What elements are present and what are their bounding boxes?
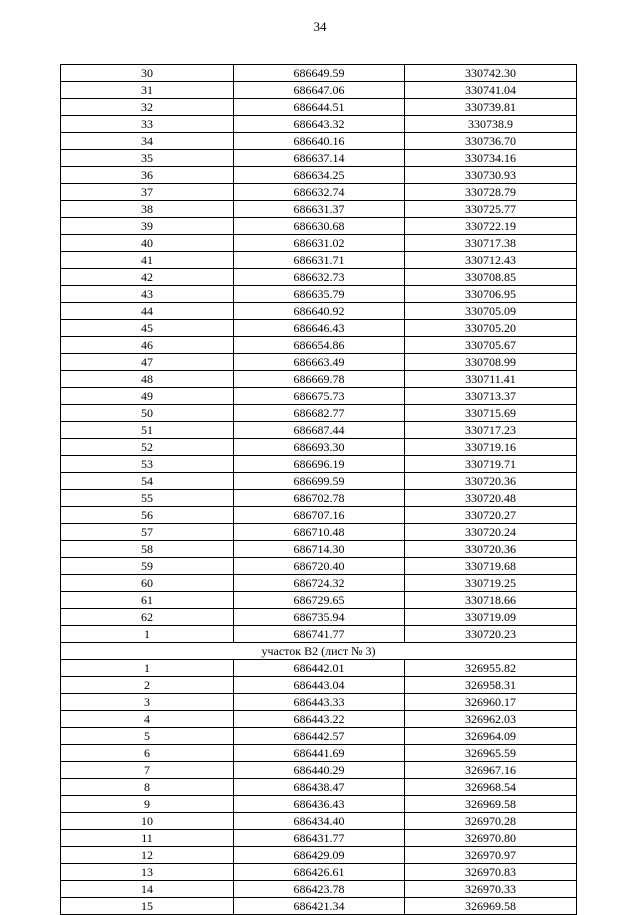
table-row [61,235,577,252]
point-number-cell: 42 [61,269,234,286]
page-number: 34 [313,19,327,34]
point-number-cell: 14 [61,881,234,898]
table-row [61,439,577,456]
x-coordinate-cell: 686637.14 [234,150,405,167]
y-coordinate-cell: 330717.38 [405,235,577,252]
point-number-cell: 46 [61,337,234,354]
coordinates-table-body [61,65,577,915]
point-number-cell: 9 [61,796,234,813]
table-row [61,762,577,779]
table-row [61,745,577,762]
x-coordinate-cell: 686443.04 [234,677,405,694]
x-coordinate-cell: 686438.47 [234,779,405,796]
point-number-cell: 3 [61,694,234,711]
y-coordinate-cell: 330708.85 [405,269,577,286]
point-number-cell: 30 [61,65,234,82]
table-row [61,575,577,592]
table-row [61,422,577,439]
y-coordinate-cell: 330711.41 [405,371,577,388]
table-row [61,303,577,320]
point-number-cell: 43 [61,286,234,303]
section-row [61,643,577,660]
y-coordinate-cell: 330725.77 [405,201,577,218]
y-coordinate-cell: 330720.48 [405,490,577,507]
y-coordinate-cell: 330706.95 [405,286,577,303]
table-row [61,592,577,609]
table-row [61,864,577,881]
point-number-cell: 53 [61,456,234,473]
y-coordinate-cell: 330712.43 [405,252,577,269]
x-coordinate-cell: 686720.40 [234,558,405,575]
x-coordinate-cell: 686434.40 [234,813,405,830]
y-coordinate-cell: 326965.59 [405,745,577,762]
point-number-cell: 50 [61,405,234,422]
y-coordinate-cell: 326962.03 [405,711,577,728]
table-row [61,388,577,405]
table-row [61,252,577,269]
point-number-cell: 36 [61,167,234,184]
point-number-cell: 33 [61,116,234,133]
y-coordinate-cell: 330722.19 [405,218,577,235]
x-coordinate-cell: 686646.43 [234,320,405,337]
x-coordinate-cell: 686696.19 [234,456,405,473]
table-row [61,779,577,796]
y-coordinate-cell: 330728.79 [405,184,577,201]
y-coordinate-cell: 330736.70 [405,133,577,150]
table-row [61,82,577,99]
x-coordinate-cell: 686631.37 [234,201,405,218]
y-coordinate-cell: 330713.37 [405,388,577,405]
table-row [61,796,577,813]
y-coordinate-cell: 326964.09 [405,728,577,745]
x-coordinate-cell: 686443.22 [234,711,405,728]
point-number-cell: 15 [61,898,234,915]
point-number-cell: 49 [61,388,234,405]
table-row [61,286,577,303]
point-number-cell: 10 [61,813,234,830]
y-coordinate-cell: 326970.28 [405,813,577,830]
x-coordinate-cell: 686687.44 [234,422,405,439]
table-row [61,847,577,864]
x-coordinate-cell: 686423.78 [234,881,405,898]
x-coordinate-cell: 686640.92 [234,303,405,320]
y-coordinate-cell: 326969.58 [405,898,577,915]
table-row [61,201,577,218]
x-coordinate-cell: 686669.78 [234,371,405,388]
x-coordinate-cell: 686436.43 [234,796,405,813]
x-coordinate-cell: 686735.94 [234,609,405,626]
point-number-cell: 12 [61,847,234,864]
point-number-cell: 2 [61,677,234,694]
point-number-cell: 11 [61,830,234,847]
point-number-cell: 47 [61,354,234,371]
table-row [61,354,577,371]
y-coordinate-cell: 330720.36 [405,541,577,558]
y-coordinate-cell: 330738.9 [405,116,577,133]
point-number-cell: 38 [61,201,234,218]
y-coordinate-cell: 326970.80 [405,830,577,847]
point-number-cell: 44 [61,303,234,320]
x-coordinate-cell: 686421.34 [234,898,405,915]
x-coordinate-cell: 686632.74 [234,184,405,201]
table-row [61,405,577,422]
point-number-cell: 13 [61,864,234,881]
y-coordinate-cell: 330739.81 [405,99,577,116]
y-coordinate-cell: 326970.33 [405,881,577,898]
y-coordinate-cell: 330734.16 [405,150,577,167]
y-coordinate-cell: 326970.97 [405,847,577,864]
point-number-cell: 39 [61,218,234,235]
point-number-cell: 59 [61,558,234,575]
point-number-cell: 6 [61,745,234,762]
x-coordinate-cell: 686682.77 [234,405,405,422]
point-number-cell: 40 [61,235,234,252]
y-coordinate-cell: 330705.67 [405,337,577,354]
point-number-cell: 54 [61,473,234,490]
y-coordinate-cell: 330730.93 [405,167,577,184]
x-coordinate-cell: 686431.77 [234,830,405,847]
y-coordinate-cell: 326969.58 [405,796,577,813]
table-row [61,133,577,150]
x-coordinate-cell: 686729.65 [234,592,405,609]
y-coordinate-cell: 326967.16 [405,762,577,779]
point-number-cell: 52 [61,439,234,456]
point-number-cell: 62 [61,609,234,626]
section-title: участок В2 (лист № 3) [61,643,577,660]
y-coordinate-cell: 330720.23 [405,626,577,643]
table-row [61,524,577,541]
x-coordinate-cell: 686441.69 [234,745,405,762]
x-coordinate-cell: 686631.71 [234,252,405,269]
point-number-cell: 48 [61,371,234,388]
point-number-cell: 45 [61,320,234,337]
table-row [61,813,577,830]
x-coordinate-cell: 686442.01 [234,660,405,677]
y-coordinate-cell: 330705.09 [405,303,577,320]
point-number-cell: 37 [61,184,234,201]
point-number-cell: 7 [61,762,234,779]
point-number-cell: 57 [61,524,234,541]
point-number-cell: 34 [61,133,234,150]
table-row [61,456,577,473]
y-coordinate-cell: 326970.83 [405,864,577,881]
point-number-cell: 31 [61,82,234,99]
y-coordinate-cell: 330719.16 [405,439,577,456]
table-row [61,507,577,524]
table-row [61,473,577,490]
point-number-cell: 61 [61,592,234,609]
table-row [61,490,577,507]
x-coordinate-cell: 686702.78 [234,490,405,507]
y-coordinate-cell: 330719.25 [405,575,577,592]
table-row [61,150,577,167]
point-number-cell: 8 [61,779,234,796]
point-number-cell: 51 [61,422,234,439]
y-coordinate-cell: 330742.30 [405,65,577,82]
table-row [61,371,577,388]
x-coordinate-cell: 686710.48 [234,524,405,541]
y-coordinate-cell: 330719.71 [405,456,577,473]
y-coordinate-cell: 330705.20 [405,320,577,337]
table-row [61,218,577,235]
y-coordinate-cell: 330720.24 [405,524,577,541]
x-coordinate-cell: 686631.02 [234,235,405,252]
point-number-cell: 41 [61,252,234,269]
y-coordinate-cell: 330715.69 [405,405,577,422]
y-coordinate-cell: 330719.68 [405,558,577,575]
y-coordinate-cell: 326960.17 [405,694,577,711]
x-coordinate-cell: 686693.30 [234,439,405,456]
table-row [61,898,577,915]
coordinates-table [60,64,577,915]
point-number-cell: 4 [61,711,234,728]
y-coordinate-cell: 330741.04 [405,82,577,99]
x-coordinate-cell: 686429.09 [234,847,405,864]
x-coordinate-cell: 686632.73 [234,269,405,286]
table-row [61,830,577,847]
x-coordinate-cell: 686635.79 [234,286,405,303]
x-coordinate-cell: 686724.32 [234,575,405,592]
x-coordinate-cell: 686426.61 [234,864,405,881]
x-coordinate-cell: 686644.51 [234,99,405,116]
x-coordinate-cell: 686707.16 [234,507,405,524]
y-coordinate-cell: 326955.82 [405,660,577,677]
table-row [61,626,577,643]
y-coordinate-cell: 330720.27 [405,507,577,524]
table-row [61,99,577,116]
table-row [61,269,577,286]
point-number-cell: 1 [61,660,234,677]
x-coordinate-cell: 686675.73 [234,388,405,405]
x-coordinate-cell: 686714.30 [234,541,405,558]
y-coordinate-cell: 330708.99 [405,354,577,371]
table-row [61,65,577,82]
x-coordinate-cell: 686649.59 [234,65,405,82]
point-number-cell: 58 [61,541,234,558]
x-coordinate-cell: 686442.57 [234,728,405,745]
table-row [61,711,577,728]
table-row [61,320,577,337]
x-coordinate-cell: 686663.49 [234,354,405,371]
y-coordinate-cell: 330718.66 [405,592,577,609]
point-number-cell: 35 [61,150,234,167]
point-number-cell: 1 [61,626,234,643]
y-coordinate-cell: 330720.36 [405,473,577,490]
table-row [61,116,577,133]
x-coordinate-cell: 686654.86 [234,337,405,354]
y-coordinate-cell: 330717.23 [405,422,577,439]
x-coordinate-cell: 686440.29 [234,762,405,779]
table-row [61,167,577,184]
point-number-cell: 55 [61,490,234,507]
table-row [61,694,577,711]
table-row [61,728,577,745]
table-row [61,558,577,575]
x-coordinate-cell: 686630.68 [234,218,405,235]
x-coordinate-cell: 686634.25 [234,167,405,184]
x-coordinate-cell: 686699.59 [234,473,405,490]
x-coordinate-cell: 686741.77 [234,626,405,643]
table-row [61,609,577,626]
x-coordinate-cell: 686643.32 [234,116,405,133]
table-row [61,677,577,694]
y-coordinate-cell: 326958.31 [405,677,577,694]
x-coordinate-cell: 686640.16 [234,133,405,150]
table-row [61,337,577,354]
y-coordinate-cell: 326968.54 [405,779,577,796]
y-coordinate-cell: 330719.09 [405,609,577,626]
table-row [61,881,577,898]
table-row [61,541,577,558]
x-coordinate-cell: 686647.06 [234,82,405,99]
point-number-cell: 32 [61,99,234,116]
x-coordinate-cell: 686443.33 [234,694,405,711]
point-number-cell: 5 [61,728,234,745]
point-number-cell: 60 [61,575,234,592]
table-row [61,660,577,677]
table-row [61,184,577,201]
point-number-cell: 56 [61,507,234,524]
